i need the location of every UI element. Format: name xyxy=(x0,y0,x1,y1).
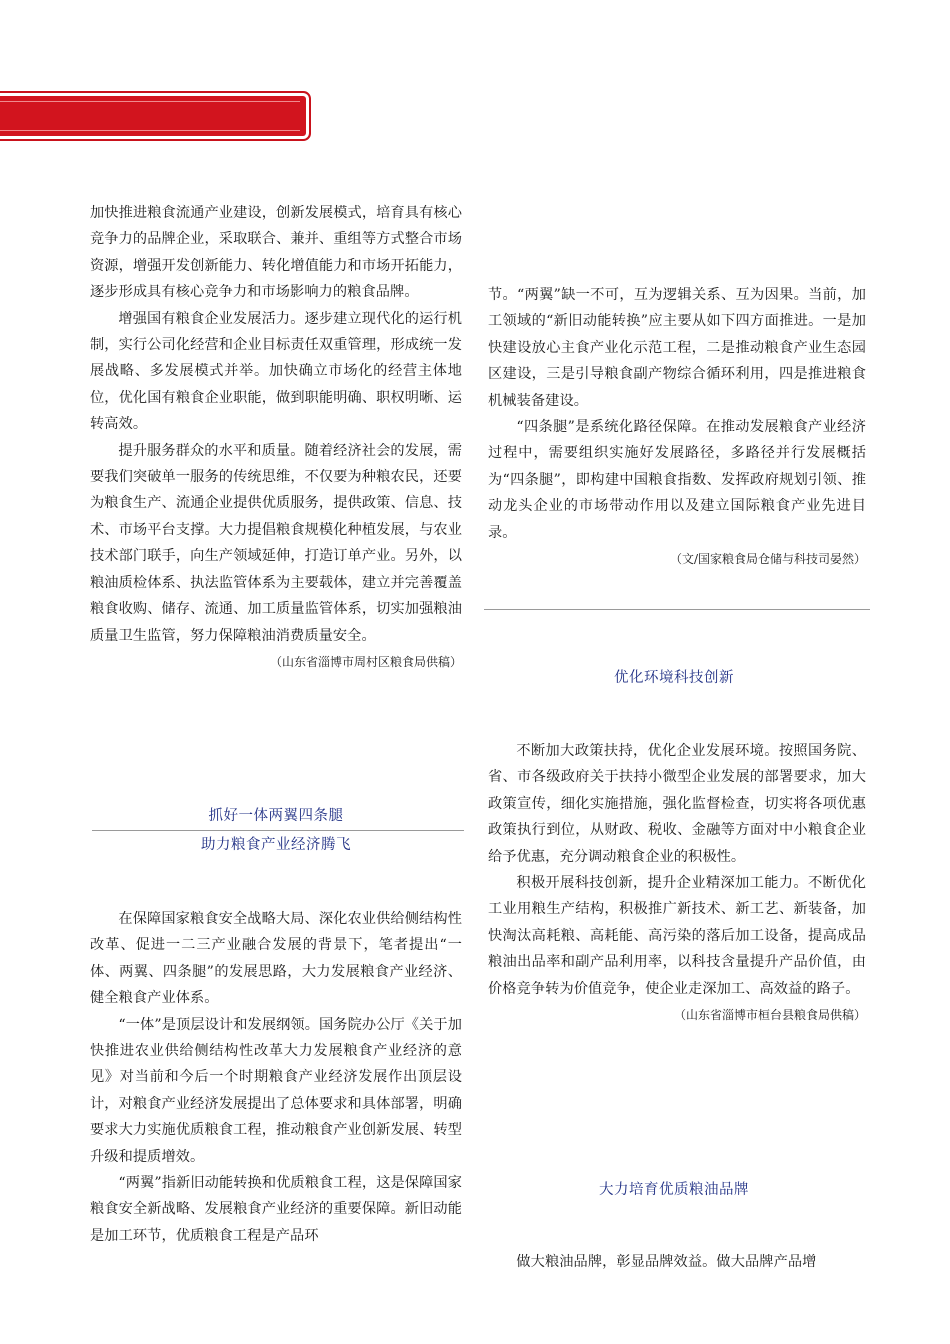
article-4-title: 大力培育优质粮油品牌 xyxy=(599,1182,749,1198)
credit-zhoucun: （山东省淄博市周村区粮食局供稿） xyxy=(269,654,462,669)
right-article-2-continued xyxy=(488,282,866,570)
paragraph-service-quality: 提升服务群众的水平和质量。随着经济社会的发展，需要我们突破单一服务的传统思维，不仅要为种粮农民，还要为粮食生产、流通企业提供优质服务，提供政策、信息、技术、市场平台支撑。大力提倡粮食规模化种植发展，与农业技术部门联手，向生产领域延伸，打造订单产业。另外，以粮油质检体系、执法监管体系为主要载体，建立并完善覆盖粮食收购、储存、流通、加工质量监管体系，切实加强粮油质量卫生监管，努力保障粮油消费质量安全。 xyxy=(90,442,462,644)
article-2-title-rule xyxy=(92,830,464,831)
article-4-paragraph-1: 做大粮油品牌，彰显品牌效益。做大品牌产品增 xyxy=(516,1254,817,1270)
article-2-paragraph-1: 在保障国家粮食安全战略大局、深化农业供给侧结构性改革、促进一二三产业融合发展的背景下，笔者提出“一体、两翼、四条腿”的发展思路，大力发展粮食产业经济、健全粮食产业体系。 xyxy=(90,911,462,1007)
section-banner-inner-line xyxy=(0,101,300,131)
intro-paragraph: 加快推进粮食流通产业建设，创新发展模式，培育具有核心竞争力的品牌企业，采取联合、兼并、重组等方式整合市场资源，增强开发创新能力、转化增值能力和市场开拓能力，逐步形成具有核心竞争力和市场影响力的粮食品牌。 xyxy=(90,205,462,301)
article-2-paragraph-3: “两翼”指新旧动能转换和优质粮食工程，这是保障国家粮食安全新战略、发展粮食产业经济的重要保障。新旧动能是加工环节，优质粮食工程是产品环 xyxy=(90,1175,462,1244)
article-3-paragraph-2: 积极开展科技创新，提升企业精深加工能力。不断优化工业用粮生产结构，积极推广新技术、新工艺、新装备，加快淘汰高耗粮、高耗能、高污染的落后加工设备，提高成品粮油出品率和副产品利用率，以科技含量提升产品价值，由价格竞争转为价值竞争，使企业走深加工、高效益的路子。 xyxy=(488,875,866,997)
article-2-paragraph-3-continued: 节。“两翼”缺一不可，互为逻辑关系、互为因果。当前，加工领域的“新旧动能转换”应主要从如下四方面推进。一是加快建设放心主食产业化示范工程，二是推动粮食产业生态园区建设，三是引导粮食副产物综合循环利用，四是推进粮食机械装备建设。 xyxy=(488,287,866,409)
article-2-paragraph-2: “一体”是顶层设计和发展纲领。国务院办公厅《关于加快推进农业供给侧结构性改革大力发展粮食产业经济的意见》对当前和今后一个时期粮食产业经济发展作出顶层设计，对粮食产业经济发展提出了总体要求和具体部署，明确要求大力实施优质粮食工程，推动粮食产业创新发展、转型升级和提质增效。 xyxy=(90,1016,462,1165)
credit-state-grain-bureau: （文/国家粮食局仓储与科技司晏然） xyxy=(669,552,866,567)
section-banner xyxy=(0,96,306,136)
credit-huantai: （山东省淄博市桓台县粮食局供稿） xyxy=(673,1008,866,1023)
article-3-title: 优化环境科技创新 xyxy=(614,670,734,686)
right-column-divider xyxy=(484,609,870,610)
right-article-4-body xyxy=(488,1249,866,1275)
article-2-paragraph-4: “四条腿”是系统化路径保障。在推动发展粮食产业经济过程中，需要组织实施好发展路径，多路径并行发展概括为“四条腿”，即构建中国粮食指数、发挥政府规划引领、推动龙头企业的市场带动作用以及建立国际粮食产业先进目录。 xyxy=(488,419,866,541)
right-article-3-body xyxy=(488,738,866,1026)
paragraph-state-enterprise: 增强国有粮食企业发展活力。逐步建立现代化的运行机制，实行公司化经营和企业目标责任双重管理，形成统一发展战略、多发展模式并举。加快确立市场化的经营主体地位，优化国有粮食企业职能，做到职能明确、职权明晰、运转高效。 xyxy=(90,310,462,433)
left-article-1-body xyxy=(90,200,462,673)
left-article-2-body xyxy=(90,906,462,1249)
article-2-title-line1: 抓好一体两翼四条腿 xyxy=(208,808,344,824)
article-2-title-line2: 助力粮食产业经济腾飞 xyxy=(201,837,351,853)
article-3-paragraph-1: 不断加大政策扶持，优化企业发展环境。按照国务院、省、市各级政府关于扶持小微型企业发展的部署要求，加大政策宣传，细化实施措施，强化监督检查，切实将各项优惠政策执行到位，从财政、税收、金融等方面对中小粮食企业给予优惠，充分调动粮食企业的积极性。 xyxy=(488,743,866,865)
